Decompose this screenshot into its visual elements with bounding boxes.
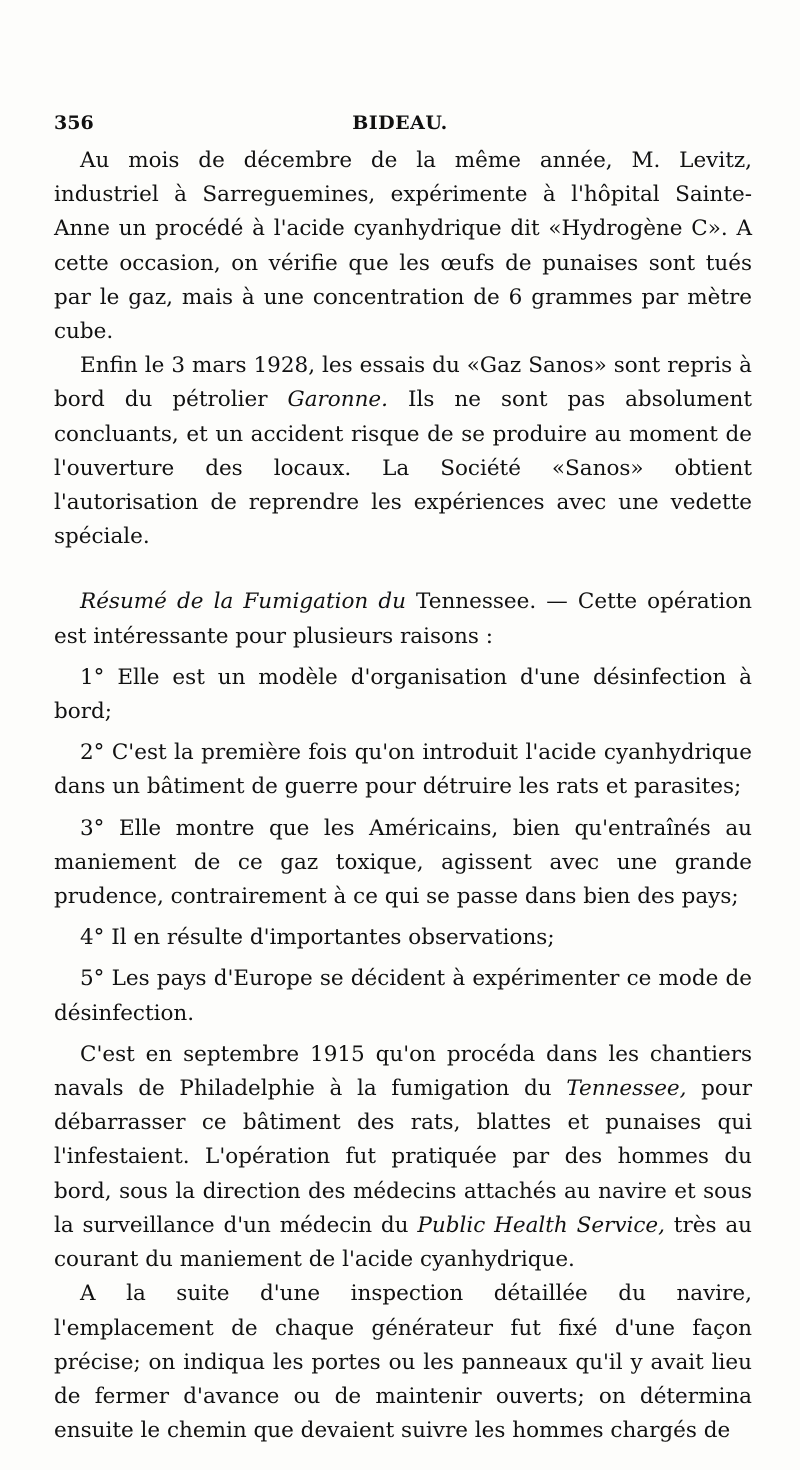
paragraph-tennessee-middle: pour débarrasser ce bâtiment des rats, blattes et punaises qui l'infestaient. L'opération fut pratiquée par des hommes du bord, sous la direction des médecins attachés au navire et sous la surveillance d'un médecin du	[54, 1076, 752, 1238]
list-item-4: 4° Il en résulte d'importantes observations;	[80, 925, 555, 951]
paragraph-sanos	[54, 349, 752, 554]
list-item-3: 3° Elle montre que les Américains, bien qu'entraînés au maniement de ce gaz toxique, agissent avec une grande prudence, contrairement à ce qui se passe dans bien des pays;	[54, 815, 752, 910]
summary-heading-paragraph	[54, 585, 752, 653]
paragraph-levitz: Au mois de décembre de la même année, M. Levitz, industriel à Sarreguemines, expérimente à l'hôpital Sainte-Anne un procédé à l'acide cyanhydrique dit «Hydrogène C». A cette occasion, on vérifie que les œufs de punaises sont tués par le gaz, mais à une concentration de 6 grammes par mètre cube.	[54, 148, 752, 345]
paragraph-tennessee-end: très au courant du maniement de l'acide cyanhydrique.	[54, 1212, 752, 1273]
summary-heading: Résumé de la Fumigation du	[80, 589, 406, 615]
page-header	[54, 112, 746, 142]
paragraph-sanos-start: Enfin le 3 mars 1928, les essais du «Gaz Sanos» sont repris à bord du pétrolier	[54, 353, 752, 413]
paragraph-tennessee-start: C'est en septembre 1915 qu'on procéda dans les chantiers navals de Philadelphie à la fumigation du	[54, 1041, 752, 1102]
list-item-5: 5° Les pays d'Europe se décident à expérimenter ce mode de désinfection.	[54, 966, 752, 1026]
summary-intro: Tennessee. — Cette opération est intéressante pour plusieurs raisons :	[54, 589, 752, 649]
body-text	[54, 144, 752, 1448]
paragraph-tennessee	[54, 1038, 752, 1277]
ship-name-garonne: Garonne.	[287, 387, 388, 413]
list-item-2: 2° C'est la première fois qu'on introduit l'acide cyanhydrique dans un bâtiment de guerre pour détruire les rats et parasites;	[54, 740, 752, 800]
paragraph-sanos-end: Ils ne sont pas absolument concluants, et un accident risque de se produire au moment de l'ouverture des locaux. La Société «Sanos» obtient l'autorisation de reprendre les expériences avec une vedette spéciale.	[54, 387, 752, 550]
public-health-service: Public Health Service,	[417, 1212, 665, 1238]
list-item-1: 1° Elle est un modèle d'organisation d'une désinfection à bord;	[54, 664, 752, 725]
running-title: BIDEAU.	[352, 112, 448, 134]
paragraph-inspection: A la suite d'une inspection détaillée du navire, l'emplacement de chaque générateur fut fixé d'une façon précise; on indiqua les portes ou les panneaux qu'il y avait lieu de fermer d'avance ou de maintenir ouverts; on détermina ensuite le chemin que devaient suivre les hommes chargés de	[54, 1281, 752, 1444]
page-number: 356	[54, 112, 94, 134]
ship-name-tennessee: Tennessee,	[566, 1076, 687, 1102]
